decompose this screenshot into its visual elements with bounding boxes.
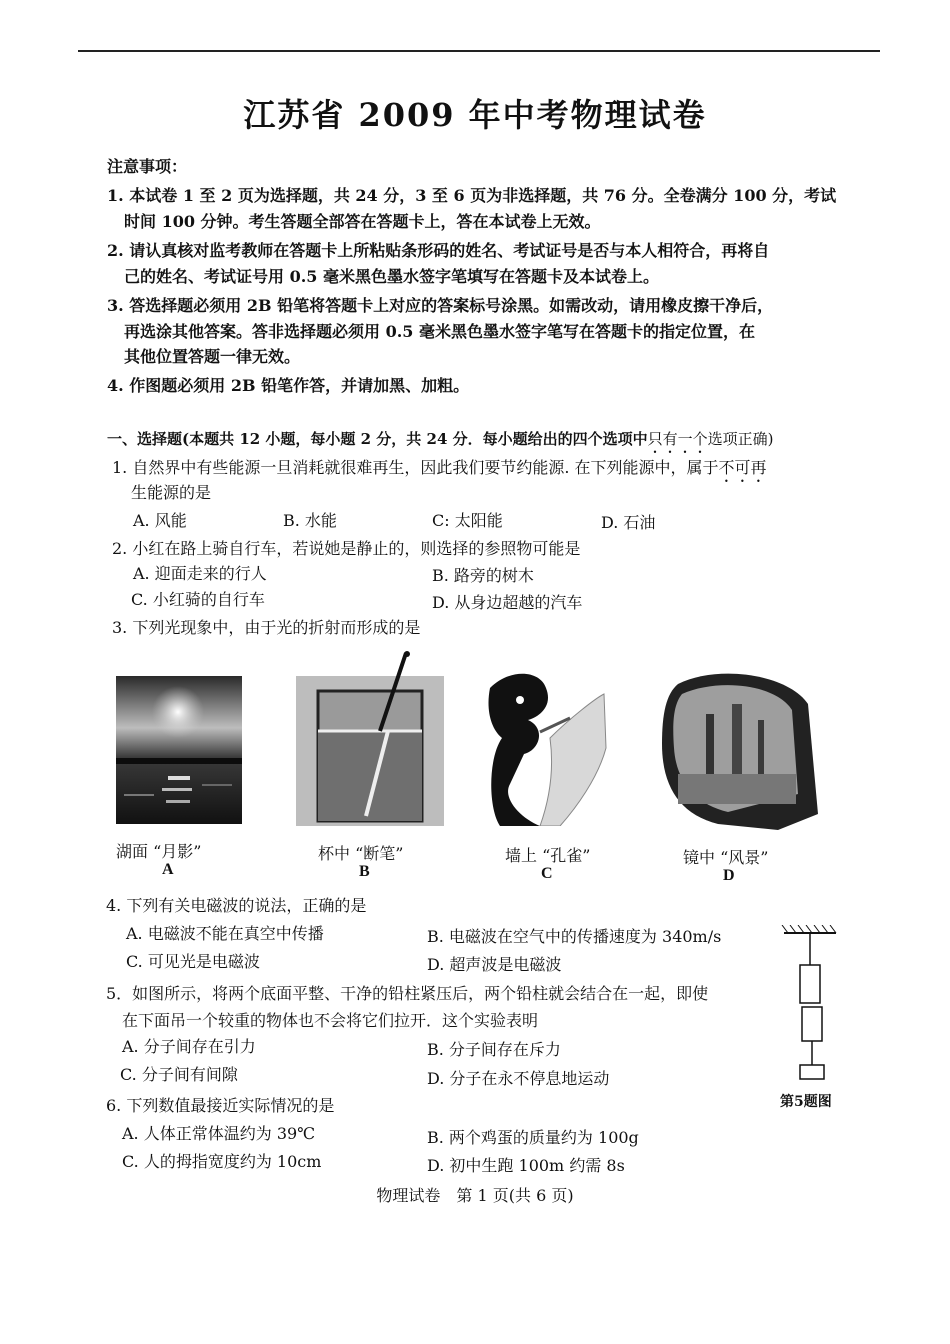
q1-option-a: A. 风能	[133, 511, 187, 530]
q6-option-a: A. 人体正常体温约为 39℃	[122, 1124, 316, 1143]
section-prefix: 一、选择题(本题共 12 小题，每小题 2 分，共 24 分．每小题给出的四个选项中	[107, 430, 648, 448]
note-2-line-1: 2. 请认真核对监考教师在答题卡上所粘贴条形码的姓名、考试证号是否与本人相符合，再将自	[107, 241, 770, 260]
note-1-line-2: 时间 100 分钟。考生答题全部答在答题卡上，答在本试卷上无效。	[124, 212, 601, 231]
q2-option-b: B. 路旁的树木	[432, 566, 534, 585]
q6-stem: 6. 下列数值最接近实际情况的是	[106, 1096, 335, 1115]
note-3-line-1: 3. 答选择题必须用 2B 铅笔将答题卡上对应的答案标号涂黑。如需改动，请用橡皮擦干净后，	[107, 296, 774, 315]
q4-option-b: B. 电磁波在空气中的传播速度为 340m/s	[427, 927, 722, 946]
q3-letter-d: D	[723, 867, 735, 884]
q1-stem-text: 1. 自然界中有些能源一旦消耗就很难再生，因此我们要节约能源. 在下列能源中，属于	[112, 458, 719, 477]
q6-option-b: B. 两个鸡蛋的质量约为 100g	[427, 1128, 639, 1147]
note-4-line-1: 4. 作图题必须用 2B 铅笔作答，并请加黑、加粗。	[107, 376, 470, 395]
q2-option-c: C. 小红骑的自行车	[131, 590, 265, 609]
q3-caption-b: 杯中 “断笔”	[318, 844, 404, 863]
q1-option-c: C: 太阳能	[432, 511, 503, 530]
q4-option-d: D. 超声波是电磁波	[427, 955, 562, 974]
q5-option-c: C. 分子间有间隙	[120, 1065, 238, 1084]
q6-option-c: C. 人的拇指宽度约为 10cm	[122, 1152, 322, 1171]
q2-stem: 2. 小红在路上骑自行车，若说她是静止的，则选择的参照物可能是	[112, 539, 581, 558]
section-heading	[107, 428, 774, 457]
note-3-line-3: 其他位置答题一律无效。	[124, 347, 301, 366]
q5-stem-line-1: 5．如图所示，将两个底面平整、干净的铅柱紧压后，两个铅柱就会结合在一起，即使	[106, 984, 709, 1003]
q5-stem-line-2: 在下面吊一个较重的物体也不会将它们拉开．这个实验表明	[122, 1011, 539, 1030]
q5-option-b: B. 分子间存在斥力	[427, 1040, 561, 1059]
q3-caption-c: 墙上 “孔雀”	[505, 846, 591, 865]
notes-heading: 注意事项：	[107, 157, 188, 176]
hand-shadow-image	[480, 658, 608, 826]
q3-caption-a: 湖面 “月影”	[116, 842, 202, 861]
top-rule	[78, 50, 880, 52]
page-footer: 物理试卷 第 1 页(共 6 页)	[376, 1186, 574, 1205]
note-1-line-1: 1. 本试卷 1 至 2 页为选择题，共 24 分，3 至 6 页为非选择题，共 76 分。全卷满分 100 分，考试	[107, 186, 837, 205]
lake-moon-image	[116, 676, 242, 824]
q1-option-b: B. 水能	[283, 511, 337, 530]
q3-letter-a: A	[162, 861, 174, 878]
q1-stem-line-2: 生能源的是	[131, 483, 212, 502]
q3-letter-c: C	[541, 865, 553, 882]
q4-option-c: C. 可见光是电磁波	[126, 952, 260, 971]
page-title: 江苏省 2009 年中考物理试卷	[243, 96, 707, 134]
q4-option-a: A. 电磁波不能在真空中传播	[126, 924, 324, 943]
car-mirror-image	[658, 664, 820, 830]
q2-option-d: D. 从身边超越的汽车	[432, 593, 583, 612]
q6-option-d: D. 初中生跑 100m 约需 8s	[427, 1156, 625, 1175]
q1-stem-emphasis: 不可再	[718, 458, 767, 477]
note-2-line-2: 己的姓名、考试证号用 0.5 毫米黑色墨水签字笔填写在答题卡及本试卷上。	[124, 267, 659, 286]
q5-option-a: A. 分子间存在引力	[122, 1037, 256, 1056]
note-3-line-2: 再选涂其他答案。答非选择题必须用 0.5 毫米黑色墨水签字笔写在答题卡的指定位置，在	[124, 322, 755, 341]
glass-pencil-image	[296, 651, 444, 826]
q3-letter-b: B	[359, 863, 370, 880]
q3-stem: 3. 下列光现象中，由于光的折射而形成的是	[112, 618, 421, 637]
section-emphasis: 只有一个	[647, 430, 708, 448]
q5-figure-caption: 第5题图	[780, 1094, 832, 1110]
q1-option-d: D. 石油	[601, 513, 656, 532]
q5-lead-cylinder-figure	[780, 925, 840, 1085]
q2-option-a: A. 迎面走来的行人	[133, 564, 267, 583]
section-suffix: 选项正确)	[707, 430, 774, 448]
q5-option-d: D. 分子在永不停息地运动	[427, 1069, 610, 1088]
q3-caption-d: 镜中 “风景”	[683, 848, 769, 867]
q4-stem: 4. 下列有关电磁波的说法，正确的是	[106, 896, 367, 915]
